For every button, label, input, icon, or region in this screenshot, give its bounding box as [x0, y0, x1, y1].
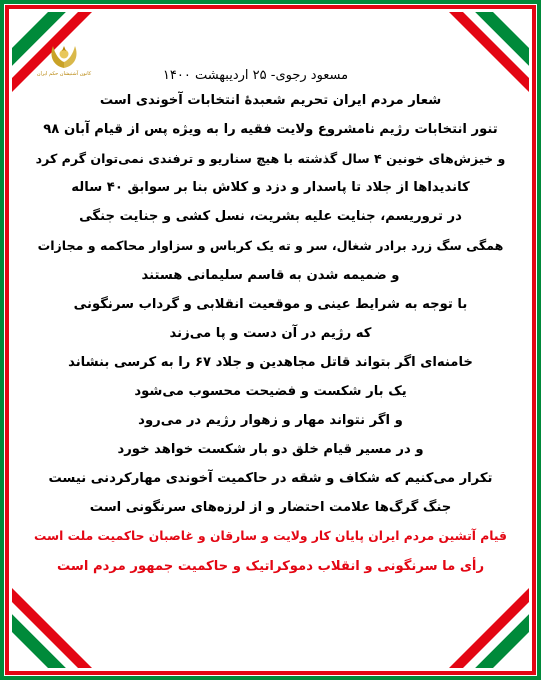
- statement-line: که رژیم در آن دست و پا می‌زند: [169, 325, 372, 341]
- statement-line: شعار مردم ایران تحریم شعبدهٔ انتخابات آخوندی است: [99, 93, 442, 108]
- statement-line: یک بار شکست و فضیحت محسوب می‌شود: [134, 383, 407, 399]
- statement-line: تکرار می‌کنیم که شکاف و شقه در حاکمیت آخوندی مهارکردنی نیست: [48, 471, 493, 487]
- closing-line: رأی ما سرنگونی و انقلاب دموکراتیک و حاکمیت جمهور مردم است: [56, 558, 485, 574]
- statement-line: همگی سگ زرد برادر شغال، سر و ته یک کرباس و سزاوار محاکمه و مجازات: [37, 238, 504, 254]
- statement-line: در تروریسم، جنایت علیه بشریت، نسل کشی و جنایت جنگی: [79, 209, 462, 225]
- statement-line: کاندیداها از جلاد تا پاسدار و دزد و کلاش بنا بر سوابق ۴۰ ساله: [71, 180, 470, 196]
- closing-line: قیام آتشین مردم ایران پایان کار ولایت و سارقان و غاصبان حاکمیت ملت است: [34, 529, 507, 544]
- statement-line: جنگ گرگ‌ها علامت احتضار و از لرزه‌های سرنگونی است: [89, 500, 452, 516]
- statement-line: و در مسیر قیام خلق دو بار شکست خواهد خورد: [117, 442, 424, 458]
- statement-line: و اگر نتواند مهار و زهوار رژیم در می‌رود: [138, 413, 403, 429]
- statement-line: تنور انتخابات رژیم نامشروع ولایت فقیه را به ویژه پس از قیام آبان ۹۸: [43, 122, 498, 138]
- statement-line: و خیزش‌های خونین ۴ سال گذشته با هیچ سناریو و ترفندی نمی‌توان گرم کرد: [35, 151, 506, 167]
- statement-line: خامنه‌ای اگر بتواند قاتل مجاهدین و جلاد ۶۷ را به کرسی بنشاند: [68, 354, 473, 370]
- statement-body: [34, 66, 507, 581]
- logo-caption: کانون آشتیشان حکم ایران: [36, 71, 92, 77]
- statement-line: با توجه به شرایط عینی و موقعیت انقلابی و گرداب سرنگونی: [73, 296, 468, 312]
- author-date-line: مسعود رجوی- ۲۵ اردیبهشت ۱۴۰۰: [162, 68, 349, 83]
- page: [12, 12, 529, 668]
- statement-line: و ضمیمه شدن به قاسم سلیمانی هستند: [141, 267, 400, 283]
